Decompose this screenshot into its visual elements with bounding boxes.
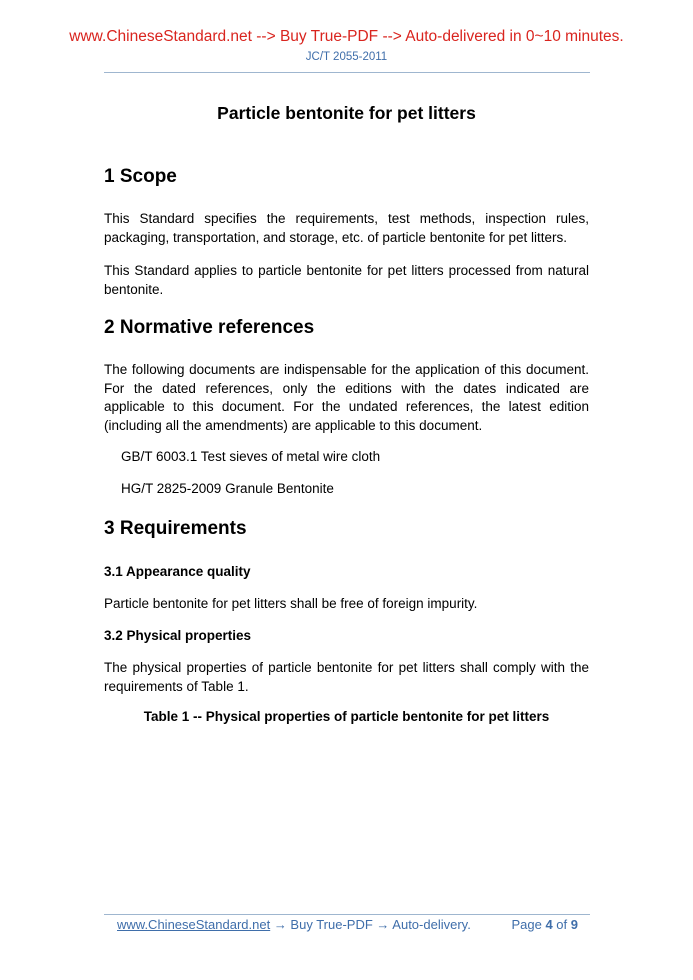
physical-paragraph: The physical properties of particle bentonite for pet litters shall comply with the requirements of Table 1. bbox=[104, 660, 589, 694]
page-current: 4 bbox=[545, 917, 553, 932]
subsection-heading-physical: 3.2 Physical properties bbox=[104, 628, 252, 643]
appearance-paragraph: Particle bentonite for pet litters shall be free of foreign impurity. bbox=[104, 596, 478, 611]
page-of: of bbox=[556, 917, 568, 932]
normative-paragraph: The following documents are indispensable for the application of this document. For the dated references, only the editions with the dates indicated are applicable to this document. For the undated references, the latest edition (including all the amendments) are applicable to this document. bbox=[104, 362, 589, 433]
section-heading-requirements: 3 Requirements bbox=[104, 518, 247, 539]
subsection-heading-appearance: 3.1 Appearance quality bbox=[104, 564, 251, 579]
page-indicator bbox=[511, 917, 578, 932]
table-caption: Table 1 -- Physical properties of particle bentonite for pet litters bbox=[143, 709, 550, 724]
footer-divider bbox=[104, 914, 590, 915]
footer-site-link[interactable]: www.ChineseStandard.net bbox=[117, 917, 271, 932]
section-heading-normative-references: 2 Normative references bbox=[104, 317, 315, 338]
page-footer bbox=[117, 917, 589, 932]
page-label: Page bbox=[511, 917, 542, 932]
footer-delivery-text: → Buy True-PDF → Auto-delivery. bbox=[270, 917, 471, 932]
section-heading-scope: 1 Scope bbox=[104, 166, 177, 187]
scope-paragraph-2: This Standard applies to particle bentonite for pet litters processed from natural bentonite. bbox=[104, 263, 589, 297]
scope-paragraph-1: This Standard specifies the requirements, test methods, inspection rules, packaging, transportation, and storage, etc. of particle bentonite for pet litters. bbox=[104, 211, 589, 245]
promo-banner: www.ChineseStandard.net --> Buy True-PDF --> Auto-delivered in 0~10 minutes. bbox=[69, 28, 624, 45]
document-number: JC/T 2055-2011 bbox=[305, 51, 388, 63]
page-total: 9 bbox=[570, 917, 578, 932]
reference-item: GB/T 6003.1 Test sieves of metal wire cloth bbox=[121, 449, 381, 464]
reference-item: HG/T 2825-2009 Granule Bentonite bbox=[121, 481, 334, 496]
document-title: Particle bentonite for pet litters bbox=[217, 103, 476, 123]
header-divider bbox=[104, 72, 590, 73]
